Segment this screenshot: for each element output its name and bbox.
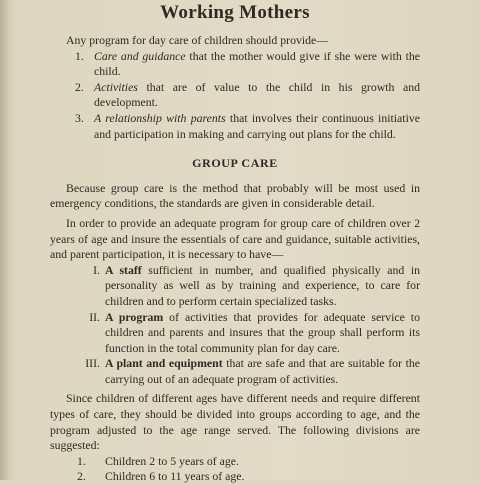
- item-text: that are safe and that are suitable for the carrying out of an adequate program of activities.: [105, 356, 421, 386]
- item-text: that are of value to the child in his growth and development.: [94, 79, 420, 110]
- requirements-list: [50, 263, 420, 388]
- page-title: Working Mothers: [160, 2, 310, 23]
- item-lead: Activities: [94, 79, 138, 94]
- provide-item: [50, 49, 420, 80]
- provide-item: [50, 80, 420, 111]
- item-lead: A plant and equipment: [105, 356, 223, 371]
- requirement-item: [50, 356, 420, 387]
- division-item: [50, 469, 420, 485]
- item-text: Children 6 to 11 years of age.: [105, 469, 245, 484]
- binding-edge: [0, 0, 10, 480]
- division-item: [50, 454, 420, 470]
- item-number: 2.: [75, 79, 84, 94]
- item-number: 2.: [77, 469, 86, 484]
- item-text: sufficient in number, and qualified physically and in personality as well as by training and experience, to care for children and to perform certain specialized tasks.: [105, 262, 420, 308]
- requirement-item: [50, 263, 420, 310]
- item-lead: A staff: [105, 262, 142, 277]
- item-number: 1.: [77, 453, 86, 468]
- provide-item: [50, 111, 420, 142]
- item-number: II.: [89, 309, 100, 324]
- item-text: that involves their continuous initiative and participation in making and carrying out plans for the child.: [94, 110, 420, 141]
- item-number: I.: [93, 262, 100, 277]
- item-text: Children 2 to 5 years of age.: [105, 453, 239, 468]
- page-body: [50, 0, 420, 485]
- provide-list: [50, 49, 420, 143]
- group-care-paragraph: Because group care is the method that probably will be most used in emergency conditions, the standards are given in considerable detail.: [50, 180, 420, 211]
- age-groups-paragraph: Since children of different ages have different needs and require different types of care, they should be divided into groups according to age, and the program adjusted to the age range served. The following divisions are suggested:: [50, 391, 420, 453]
- requirement-item: [50, 310, 420, 357]
- item-text: of activities that provides for adequate service to children and parents and insures that the group shall perform its function in the total community plan for day care.: [105, 309, 420, 355]
- item-text: that the mother would give if she were with the child.: [94, 48, 420, 79]
- item-number: 1.: [75, 48, 84, 63]
- item-lead: A program: [105, 309, 164, 324]
- requirements-paragraph: In order to provide an adequate program for group care of children over 2 years of age and insure the essentials of care and guidance, suitable activities, and parent participation, it is necessary to have—: [50, 215, 420, 262]
- item-lead: A relationship with parents: [94, 110, 226, 125]
- intro-paragraph: Any program for day care of children should provide—: [66, 33, 329, 47]
- item-lead: Care and guidance: [94, 48, 186, 63]
- divisions-list: [50, 454, 420, 485]
- section-heading: GROUP CARE: [192, 156, 278, 171]
- item-number: III.: [85, 356, 100, 371]
- item-number: 3.: [75, 110, 84, 125]
